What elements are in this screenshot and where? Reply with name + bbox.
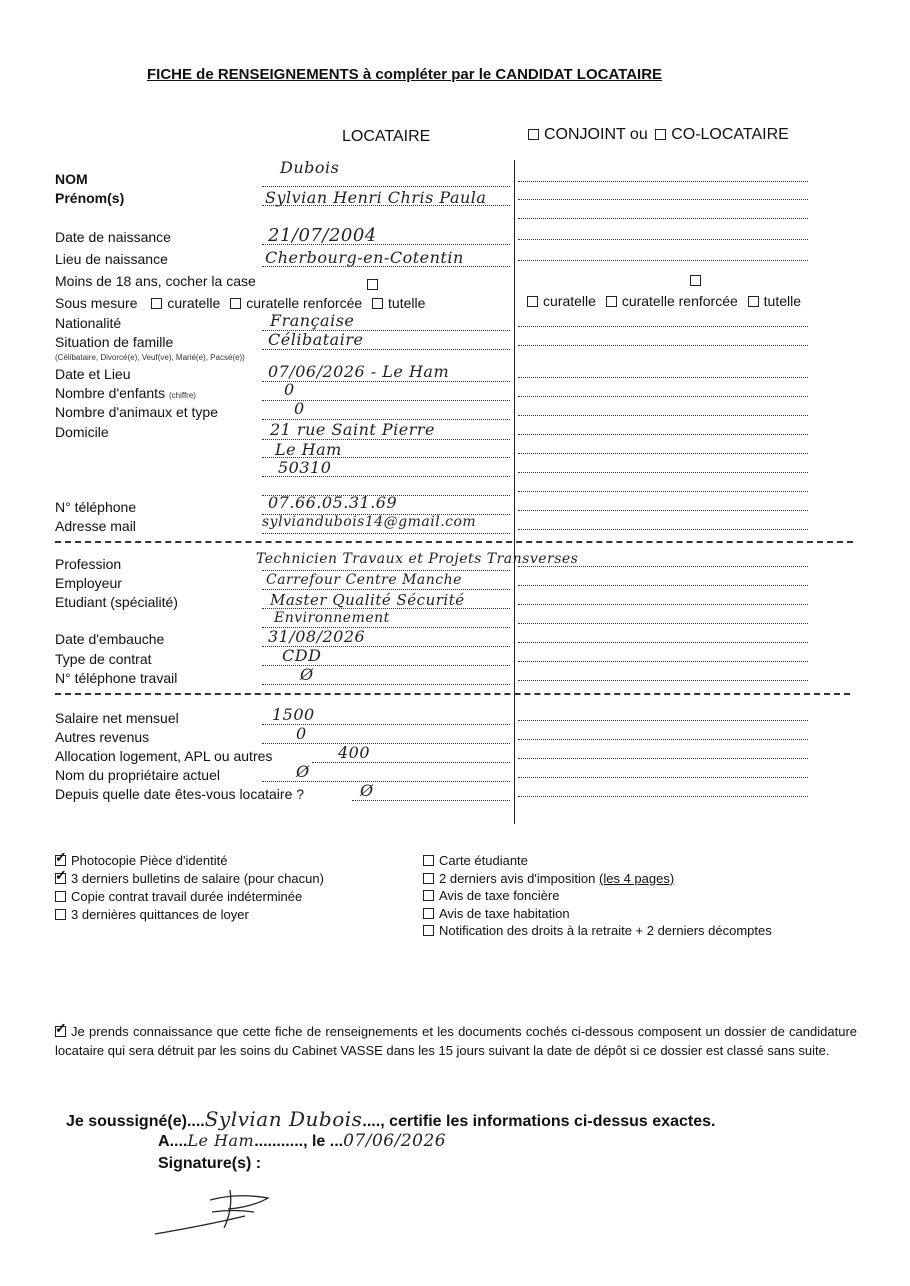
value-salaire[interactable]: 1500	[272, 705, 315, 724]
label-profession: Profession	[55, 556, 122, 572]
document-checkbox[interactable]	[423, 890, 434, 901]
document-checkbox[interactable]	[55, 873, 66, 884]
label-type-contrat: Type de contrat	[55, 651, 152, 667]
lieu-date-line: A....Le Ham..........., le ...07/06/2026	[158, 1131, 447, 1151]
declaration-checkbox[interactable]	[55, 1026, 66, 1037]
value-nb-enfants[interactable]: 0	[284, 380, 295, 399]
curatelle-renforcee-checkbox[interactable]	[230, 298, 241, 309]
label-date-embauche: Date d'embauche	[55, 631, 165, 647]
value-employeur[interactable]: Carrefour Centre Manche	[266, 572, 462, 588]
section-separator	[55, 693, 850, 695]
label-domicile: Domicile	[55, 424, 109, 440]
label-tel-travail: N° téléphone travail	[55, 670, 178, 686]
column-header-locataire: LOCATAIRE	[342, 128, 431, 145]
label-date-naissance: Date de naissance	[55, 229, 171, 245]
value-domicile-2[interactable]: Le Ham	[275, 440, 342, 459]
value-type-contrat[interactable]: CDD	[282, 646, 322, 665]
document-item[interactable]: 2 derniers avis d'imposition (les 4 pages)	[423, 870, 772, 888]
moins-18-checkbox-conjoint[interactable]	[690, 275, 701, 286]
value-date-embauche[interactable]: 31/08/2026	[268, 627, 366, 646]
value-nationalite[interactable]: Française	[270, 311, 355, 330]
value-domicile-1[interactable]: 21 rue Saint Pierre	[270, 420, 436, 439]
curatelle-checkbox-conjoint[interactable]	[527, 296, 538, 307]
signature-label: Signature(s) :	[158, 1155, 262, 1172]
label-depuis: Depuis quelle date êtes-vous locataire ?	[55, 786, 305, 802]
document-checkbox[interactable]	[55, 891, 66, 902]
label-nationalite: Nationalité	[55, 315, 122, 331]
document-checkbox[interactable]	[55, 909, 66, 920]
curatelle-renforcee-checkbox-conjoint[interactable]	[606, 296, 617, 307]
value-domicile-3[interactable]: 50310	[278, 458, 332, 477]
value-telephone[interactable]: 07.66.05.31.69	[268, 493, 398, 512]
column-divider	[514, 160, 515, 824]
value-proprietaire[interactable]: Ø	[296, 762, 310, 781]
label-date-lieu: Date et Lieu	[55, 366, 131, 382]
curatelle-checkbox[interactable]	[151, 298, 162, 309]
value-allocation[interactable]: 400	[338, 743, 371, 762]
document-checkbox[interactable]	[423, 873, 434, 884]
value-prenom[interactable]: Sylvian Henri Chris Paula	[265, 188, 487, 207]
value-situation-famille[interactable]: Célibataire	[268, 330, 364, 349]
value-lieu-signature[interactable]: Le Ham	[187, 1131, 255, 1150]
tutelle-checkbox[interactable]	[372, 298, 383, 309]
declaration-text: ✓Je prends connaissance que cette fiche de renseignements et les documents cochés ci-dessous composent un dossier de candidature locataire qui sera détruit par les soins du Cabinet VASSE dans les 15 jours suivant la date de dépôt si ce dossier est classé sans suite.	[55, 1022, 857, 1060]
column-header-conjoint: CONJOINT ou CO-LOCATAIRE	[528, 126, 789, 144]
document-item[interactable]: 3 dernières quittances de loyer	[55, 906, 324, 924]
document-checkbox[interactable]	[423, 925, 434, 936]
colocataire-checkbox[interactable]	[655, 129, 666, 140]
documents-left-list	[55, 852, 324, 924]
tutelle-checkbox-conjoint[interactable]	[748, 296, 759, 307]
value-soussigne[interactable]: Sylvian Dubois	[204, 1107, 363, 1131]
document-checkbox[interactable]	[55, 855, 66, 866]
document-item[interactable]: Avis de taxe habitation	[423, 905, 772, 923]
value-etudiant-1[interactable]: Master Qualité Sécurité	[270, 591, 465, 609]
document-checkbox[interactable]	[423, 908, 434, 919]
moins-18-checkbox-locataire[interactable]	[367, 279, 378, 290]
value-email[interactable]: sylviandubois14@gmail.com	[262, 514, 477, 530]
value-nom[interactable]: Dubois	[280, 158, 340, 177]
value-etudiant-2[interactable]: Environnement	[274, 610, 390, 626]
conjoint-checkbox[interactable]	[528, 129, 539, 140]
label-nb-enfants: Nombre d'enfants (chiffre)	[55, 385, 196, 401]
label-proprietaire: Nom du propriétaire actuel	[55, 767, 220, 783]
label-telephone: N° téléphone	[55, 499, 137, 515]
sous-mesure-row-conjoint: curatelle curatelle renforcée tutelle	[527, 293, 801, 309]
label-nb-animaux: Nombre d'animaux et type	[55, 404, 218, 420]
document-item[interactable]: Avis de taxe foncière	[423, 887, 772, 905]
label-moins-18: Moins de 18 ans, cocher la case	[55, 273, 256, 289]
page-title: FICHE de RENSEIGNEMENTS à compléter par le CANDIDAT LOCATAIRE	[147, 66, 663, 83]
value-nb-animaux[interactable]: 0	[294, 399, 305, 418]
label-salaire: Salaire net mensuel	[55, 710, 179, 726]
section-separator	[55, 541, 853, 543]
value-lieu-naissance[interactable]: Cherbourg-en-Cotentin	[265, 248, 464, 267]
soussigne-line: Je soussigné(e)....Sylvian Dubois...., certifie les informations ci-dessus exactes.	[66, 1107, 716, 1131]
value-tel-travail[interactable]: Ø	[300, 665, 314, 684]
value-date-naissance[interactable]: 21/07/2004	[268, 225, 377, 246]
label-employeur: Employeur	[55, 575, 122, 591]
value-depuis[interactable]: Ø	[360, 781, 374, 800]
label-situation-famille: Situation de famille	[55, 334, 174, 350]
label-etudiant: Etudiant (spécialité)	[55, 594, 178, 610]
label-lieu-naissance: Lieu de naissance	[55, 251, 168, 267]
sous-mesure-row: Sous mesure curatelle curatelle renforcée tutelle	[55, 295, 426, 311]
document-item[interactable]: ✓3 derniers bulletins de salaire (pour chacun)	[55, 870, 324, 888]
document-checkbox[interactable]	[423, 855, 434, 866]
document-item[interactable]: Carte étudiante	[423, 852, 772, 870]
label-email: Adresse mail	[55, 518, 136, 534]
document-item[interactable]: Copie contrat travail durée indéterminée	[55, 888, 324, 906]
value-autres-revenus[interactable]: 0	[296, 724, 307, 743]
situation-note: (Célibataire, Divorcé(e), Veuf(ve), Marié(e), Pacsé(e))	[55, 353, 245, 362]
value-date-signature[interactable]: 07/06/2026	[343, 1131, 447, 1151]
label-prenom: Prénom(s)	[55, 190, 125, 206]
value-profession[interactable]: Technicien Travaux et Projets Transverses	[256, 551, 579, 567]
label-autres-revenus: Autres revenus	[55, 729, 150, 745]
value-date-lieu[interactable]: 07/06/2026 - Le Ham	[268, 362, 450, 381]
document-item[interactable]: ✓Photocopie Pièce d'identité	[55, 852, 324, 870]
document-item[interactable]: Notification des droits à la retraite + 2 derniers décomptes	[423, 922, 772, 940]
handwritten-signature	[150, 1182, 280, 1242]
documents-right-list	[423, 852, 772, 940]
label-nom: NOM	[55, 171, 88, 187]
label-allocation: Allocation logement, APL ou autres	[55, 748, 273, 764]
